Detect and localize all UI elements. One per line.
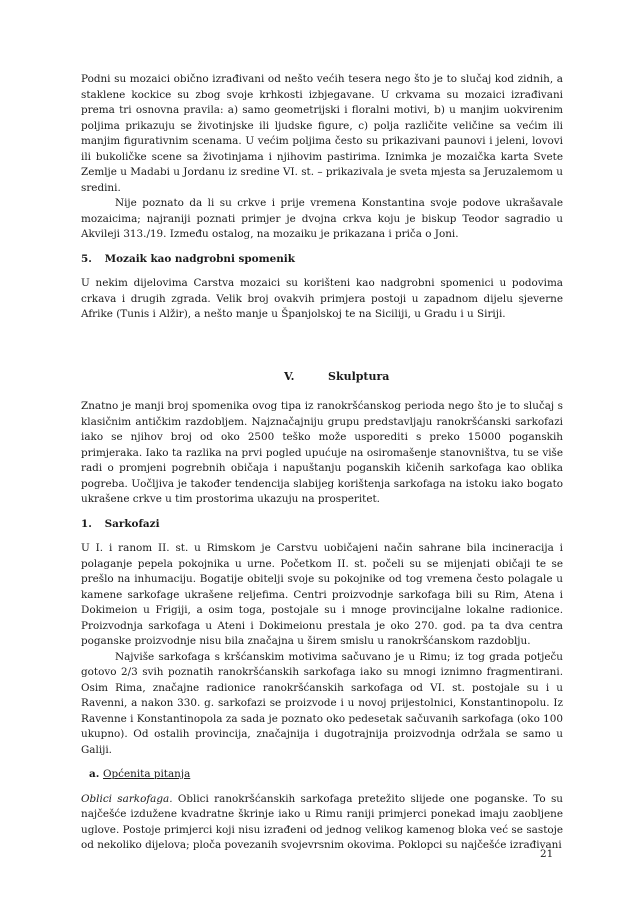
subsection-title: Općenita pitanja bbox=[102, 768, 191, 780]
page-number: 21 bbox=[540, 848, 554, 860]
subsection-letter: a. bbox=[89, 768, 100, 780]
section-heading bbox=[81, 517, 563, 533]
section-title: Mozaik kao nadgrobni spomenik bbox=[104, 252, 295, 265]
section-heading bbox=[81, 252, 563, 268]
page-body bbox=[81, 72, 563, 854]
paragraph: Nije poznato da li su crkve i prije vremena Konstantina svoje podove ukrašavale mozaicima; najraniji poznati primjer je dvojna crkva koju je biskup Teodor sagradio u Akvileji 313./19. Između ostalog, na mozaiku je prikazana i priča o Joni. bbox=[81, 197, 563, 240]
paragraph-lead: Oblici sarkofaga. bbox=[81, 792, 173, 805]
paragraph: U I. i ranom II. st. u Rimskom je Carstvu uobičajeni način sahrane bila incineracija i polaganje pepela pokojnika u urne. Početkom II. st. počeli su se mijenjati običaji te se prešlo na inhumaciju. Bogatije obitelji svoje su pokojnike od tog vremena često polagale u kamene sarkofage ukrašene reljefima. Centri proizvodnje sarkofaga bili su Rim, Atena i Dokimeion u Frigiji, a osim toga, postojale su i mnoge provincijalne lokalne radionice. Proizvodnja sarkofaga u Ateni i Dokimeionu prestala je oko 270. god. pa ta dva centra poganske proizvodnje nisu bila značajna u širem smislu u ranokršćanskom razdoblju. bbox=[81, 542, 563, 647]
paragraph: Podni su mozaici obično izrađivani od nešto većih tesera nego što je to slučaj kod zidnih, a staklene kockice su zbog svoje krhkosti izbjegavane. U crkvama su mozaici izrađivani prema tri osnovna pravila: a) samo geometrijski i floralni motivi, b) u manjim uokvirenim poljima prikazuju se životinjske ili ljudske figure, c) polja različite veličine sa većim ili manjim figurativnim scenama. U većim poljima često su prikazivani paunovi i jeleni, lovovi ili bukoličke scene sa životinjama i njihovim pastirima. Iznimka je mozaička karta Svete Zemlje u Madabi u Jordanu iz sredine VI. st. – prikazivala je sveta mjesta sa Jeruzalemom u sredini. bbox=[81, 73, 563, 194]
paragraph: Znatno je manji broj spomenika ovog tipa iz ranokršćanskog perioda nego što je to slučaj s klasičnim antičkim razdobljem. Najznačajniju grupu predstavljaju ranokršćanski sarkofazi iako se njihov broj od oko 2500 teško može usporediti s preko 15000 poganskih primjeraka. Iako ta razlika na prvi pogled upućuje na osiromašenje stanovništva, tu se više radi o promjeni pogrebnih običaja i napuštanju poganskih kičenih sarkofaga kao oblika pogreba. Uočljiva je također tendencija slabijeg korištenja sarkofaga na istoku iako bogato ukrašene crkve u tim prostorima ukazuju na prosperitet. bbox=[81, 400, 563, 505]
chapter-number: V. bbox=[284, 369, 295, 383]
paragraph-text: Oblici ranokršćanskih sarkofaga pretežito slijede one poganske. To su najčešće izdužene kvadratne škrinje iako u Rimu raniji primjerci ponekad imaju zaobljene uglove. Postoje primjerci koji nisu izrađeni od jednog velikog kamenog bloka već se sastoje od nekoliko dijelova; ploča povezanih svojevrsnim okovima. Poklopci su najčešće izrađivani bbox=[81, 792, 563, 851]
subsection-heading bbox=[89, 767, 563, 783]
chapter-title: Skulptura bbox=[328, 369, 390, 383]
paragraph: U nekim dijelovima Carstva mozaici su korišteni kao nadgrobni spomenici u podovima crkava i drugih zgrada. Velik broj ovakvih primjera postoji u zapadnom dijelu sjeverne Afrike (Tunis i Alžir), a nešto manje u Španjolskoj te na Siciliji, u Gradu i u Siriji. bbox=[81, 277, 563, 320]
paragraph bbox=[81, 792, 563, 854]
paragraph: Najviše sarkofaga s kršćanskim motivima sačuvano je u Rimu; iz tog grada potječu gotovo 2/3 svih poznatih ranokršćanskih sarkofaga iako su mnogi iznimno fragmentirani. Osim Rima, značajne radionice ranokršćanskih sarkofaga od VI. st. postojale su i u Ravenni, a nakon 330. g. sarkofazi se proizvode i u novoj prijestolnici, Konstantinopolu. Iz Ravenne i Konstantinopola za sada je poznato oko pedesetak sačuvanih sarkofaga (oko 100 ukupno). Od ostalih provincija, značajnija i dugotrajnija proizvodnja održala se samo u Galiji. bbox=[81, 650, 563, 756]
section-title: Sarkofazi bbox=[104, 517, 160, 530]
section-number: 1. bbox=[81, 517, 92, 530]
chapter-heading bbox=[81, 369, 563, 385]
section-number: 5. bbox=[81, 252, 92, 265]
